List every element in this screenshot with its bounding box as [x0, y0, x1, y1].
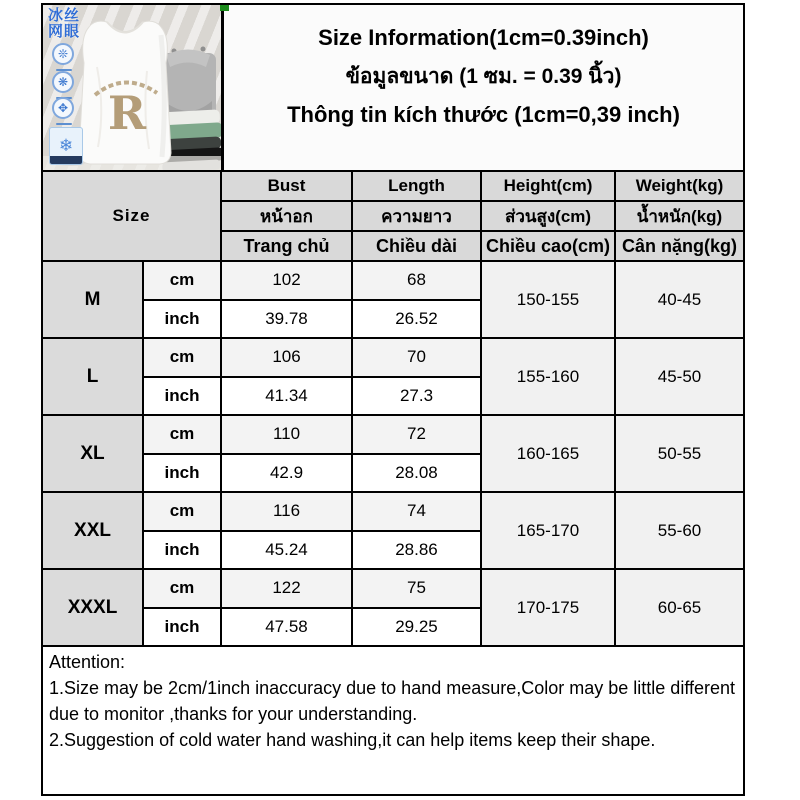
- ice-silk-mesh-badge: [48, 8, 80, 40]
- title-thai: ข้อมูลขนาด (1 ซม. = 0.39 นิ้ว): [345, 65, 622, 88]
- height-range-m: 150-155: [481, 261, 615, 338]
- attention-line-1: 1.Size may be 2cm/1inch inaccuracy due to hand measure,Color may be little different due to monitor ,thanks for your understanding.: [49, 678, 736, 724]
- length-inch-xl: 28.08: [352, 454, 481, 493]
- height-range-xl: 160-165: [481, 415, 615, 492]
- length-inch-xxl: 28.86: [352, 531, 481, 570]
- table-row: [42, 261, 744, 300]
- size-label-xl: XL: [42, 415, 143, 492]
- size-label-m: M: [42, 261, 143, 338]
- breathable-icon: ❋: [57, 75, 69, 89]
- col-header-length-th: ความยาว: [352, 201, 481, 231]
- unit-cm: cm: [143, 569, 221, 608]
- bust-cm-l: 106: [221, 338, 352, 377]
- title-area: [224, 5, 743, 170]
- size-column-header: Size: [42, 171, 221, 261]
- table-row: [42, 338, 744, 377]
- snowflake-icon: ❄: [58, 136, 74, 155]
- shirt-letter-graphic: R: [107, 86, 147, 140]
- col-header-height-en: Height(cm): [481, 171, 615, 201]
- col-header-height-th: ส่วนสูง(cm): [481, 201, 615, 231]
- badge-label-bar: [50, 156, 82, 164]
- length-cm-xl: 72: [352, 415, 481, 454]
- green-marker: [220, 5, 229, 11]
- col-header-bust-en: Bust: [221, 171, 352, 201]
- unit-inch: inch: [143, 377, 221, 416]
- col-header-weight-th: น้ำหนัก(kg): [615, 201, 744, 231]
- table-row: [42, 415, 744, 454]
- badge-caption-line: [56, 123, 72, 125]
- length-inch-m: 26.52: [352, 300, 481, 339]
- weight-range-m: 40-45: [615, 261, 744, 338]
- bust-inch-xxxl: 47.58: [221, 608, 352, 647]
- bust-inch-m: 39.78: [221, 300, 352, 339]
- size-label-xxl: XXL: [42, 492, 143, 569]
- header-strip: [41, 3, 745, 170]
- soft-icon: ✥: [57, 101, 69, 115]
- height-range-xxl: 165-170: [481, 492, 615, 569]
- feature-badge-icon-1: [52, 43, 74, 65]
- bust-cm-m: 102: [221, 261, 352, 300]
- size-table: [41, 170, 745, 647]
- height-range-l: 155-160: [481, 338, 615, 415]
- unit-inch: inch: [143, 300, 221, 339]
- weight-range-xxl: 55-60: [615, 492, 744, 569]
- attention-line-2: 2.Suggestion of cold water hand washing,it can help items keep their shape.: [49, 730, 656, 750]
- title-vietnamese: Thông tin kích thước (1cm=0,39 inch): [287, 102, 680, 127]
- title-english: Size Information(1cm=0.39inch): [318, 25, 649, 50]
- content-box: [41, 3, 745, 796]
- ice-feel-badge: [49, 127, 83, 165]
- bust-inch-xxl: 45.24: [221, 531, 352, 570]
- weight-range-l: 45-50: [615, 338, 744, 415]
- length-cm-l: 70: [352, 338, 481, 377]
- col-header-weight-vi: Cân nặng(kg): [615, 231, 744, 261]
- unit-cm: cm: [143, 415, 221, 454]
- bust-cm-xxxl: 122: [221, 569, 352, 608]
- size-label-l: L: [42, 338, 143, 415]
- unit-inch: inch: [143, 531, 221, 570]
- header-row-english: [42, 171, 744, 201]
- unit-cm: cm: [143, 338, 221, 377]
- weight-range-xxxl: 60-65: [615, 569, 744, 646]
- badge-line1: 冰丝: [48, 7, 81, 24]
- bust-inch-xl: 42.9: [221, 454, 352, 493]
- table-row: [42, 492, 744, 531]
- unit-inch: inch: [143, 608, 221, 647]
- bust-inch-l: 41.34: [221, 377, 352, 416]
- length-inch-l: 27.3: [352, 377, 481, 416]
- col-header-height-vi: Chiều cao(cm): [481, 231, 615, 261]
- attention-heading: Attention:: [49, 652, 126, 672]
- feature-badge-icon-3: [52, 97, 74, 119]
- col-header-bust-vi: Trang chủ: [221, 231, 352, 261]
- unit-cm: cm: [143, 492, 221, 531]
- length-inch-xxxl: 29.25: [352, 608, 481, 647]
- length-cm-xxxl: 75: [352, 569, 481, 608]
- badge-line2: 网眼: [48, 23, 81, 40]
- product-photo: [43, 5, 224, 170]
- size-label-xxxl: XXXL: [42, 569, 143, 646]
- table-row: [42, 569, 744, 608]
- attention-note: [41, 647, 745, 796]
- col-header-weight-en: Weight(kg): [615, 171, 744, 201]
- unit-inch: inch: [143, 454, 221, 493]
- feature-badge-icon-2: [52, 71, 74, 93]
- bust-cm-xl: 110: [221, 415, 352, 454]
- col-header-length-en: Length: [352, 171, 481, 201]
- unit-cm: cm: [143, 261, 221, 300]
- weight-range-xl: 50-55: [615, 415, 744, 492]
- height-range-xxxl: 170-175: [481, 569, 615, 646]
- col-header-length-vi: Chiều dài: [352, 231, 481, 261]
- length-cm-xxl: 74: [352, 492, 481, 531]
- cool-icon: ❊: [57, 47, 69, 61]
- length-cm-m: 68: [352, 261, 481, 300]
- col-header-bust-th: หน้าอก: [221, 201, 352, 231]
- bust-cm-xxl: 116: [221, 492, 352, 531]
